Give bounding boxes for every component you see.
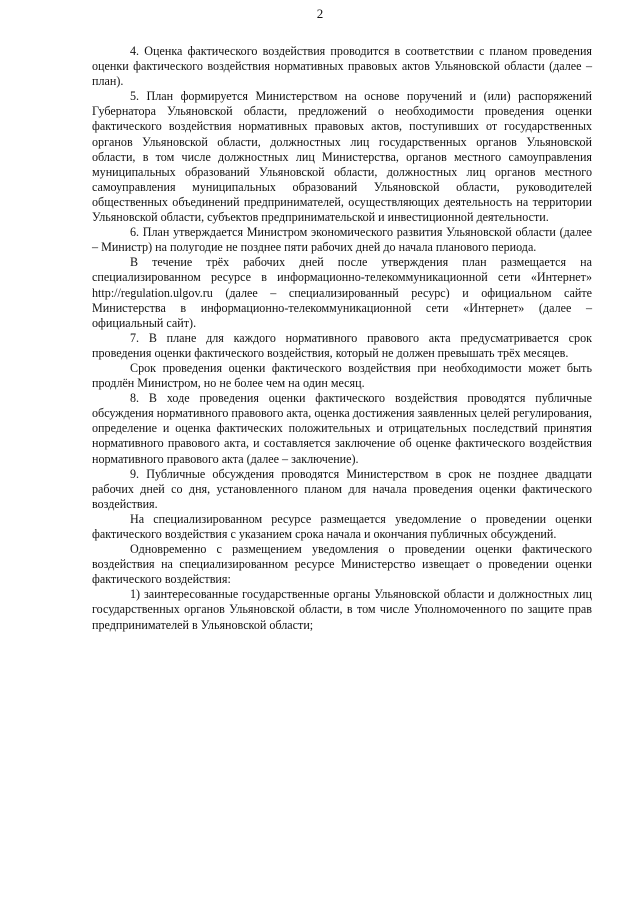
list-item-1: 1) заинтересованные государственные органы Ульяновской области и должностных лиц государственных органов Ульяновской области, в том числе Уполномоченного по защите прав предпринимателей в Ульяновской области; xyxy=(92,587,592,632)
paragraph-5: 5. План формируется Министерством на основе поручений и (или) распоряжений Губернатора Ульяновской области, предложений о необходимости проведения оценки фактического воздействия нормативных правовых актов, поступивших от государственных органов Ульяновской области, должностных лиц государственных органов Ульяновской области, в том числе должностных лиц Министерства, органов местного самоуправления муниципальных образований Ульяновской области, должностных лиц органов местного самоуправления муниципальных образований Ульяновской области, руководителей общественных объединений предпринимателей, осуществляющих деятельность на территории Ульяновской области, субъектов предпринимательской и инвестиционной деятельности. xyxy=(92,89,592,225)
paragraph-7: 7. В плане для каждого нормативного правового акта предусматривается срок проведения оценки фактического воздействия, который не должен превышать трёх месяцев. xyxy=(92,330,592,360)
page-number: 2 xyxy=(316,6,324,21)
paragraph-7-extension: Срок проведения оценки фактического воздействия при необходимости может быть продлён Министром, но не более чем на один месяц. xyxy=(92,360,592,391)
paragraph-8: 8. В ходе проведения оценки фактического воздействия проводятся публичные обсуждения нормативного правового акта, оценка достижения заявленных целей регулирования, определение и оценка фактических положительных и отрицательных последствий принятия нормативного правового акта, и составляется заключение об оценке фактического воздействия нормативного правового акта (далее – заключение). xyxy=(92,391,592,466)
paragraph-9-notice: На специализированном ресурсе размещается уведомление о проведении оценки фактического воздействия с указанием срока начала и окончания публичных обсуждений. xyxy=(92,511,592,541)
paragraph-9-notification: Одновременно с размещением уведомления о проведении оценки фактического воздействия на специализированном ресурсе Министерство извещает о проведении оценки фактического воздействия: xyxy=(92,542,592,587)
document-body xyxy=(92,44,592,633)
paragraph-4: 4. Оценка фактического воздействия проводится в соответствии с планом проведения оценки фактического воздействия нормативных правовых актов Ульяновской области (далее – план). xyxy=(92,44,592,89)
paragraph-6: 6. План утверждается Министром экономического развития Ульяновской области (далее – Министр) на полугодие не позднее пяти рабочих дней до начала планового периода. xyxy=(92,225,592,255)
paragraph-9: 9. Публичные обсуждения проводятся Министерством в срок не позднее двадцати рабочих дней со дня, установленного планом для начала проведения оценки фактического воздействия. xyxy=(92,466,592,511)
paragraph-6-publication: В течение трёх рабочих дней после утверждения план размещается на специализированном ресурсе в информационно-телекоммуникационной сети «Интернет» http://regulation.ulgov.ru (далее – специализированный ресурс) и официальном сайте Министерства в информационно-телекоммуникационной сети «Интернет» (далее – официальный сайт). xyxy=(92,255,592,330)
